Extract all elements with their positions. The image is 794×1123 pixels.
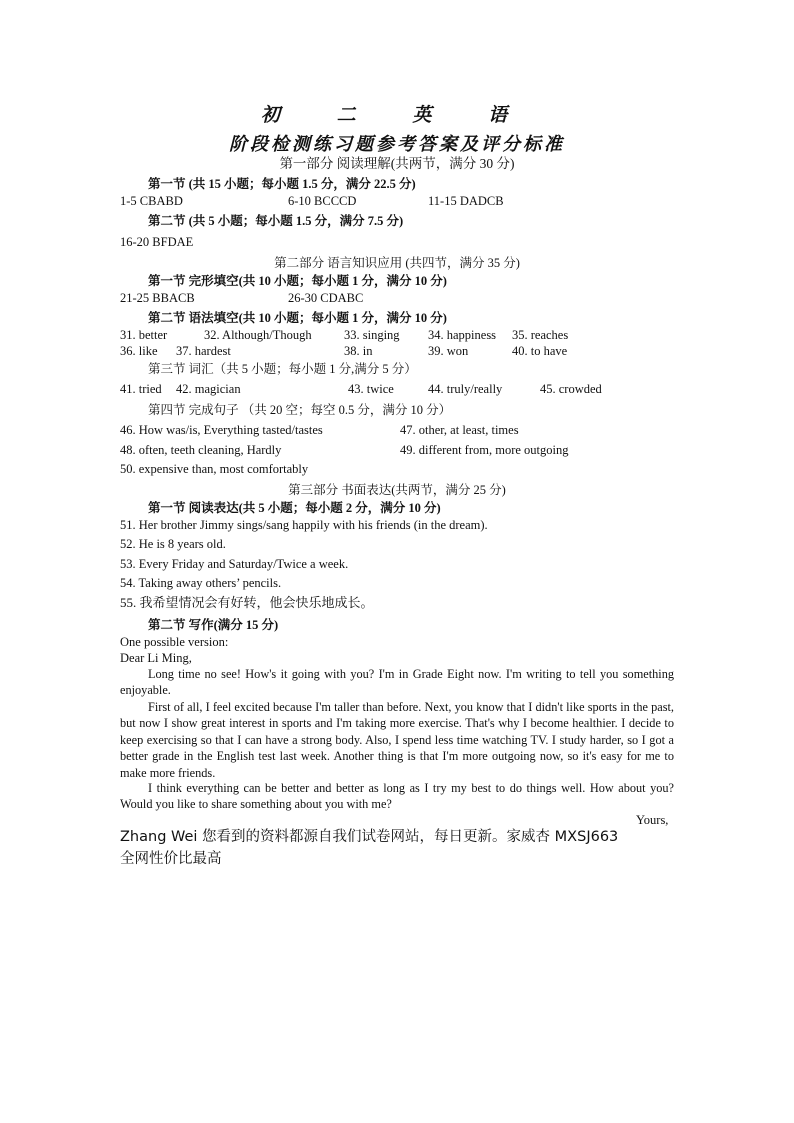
answer-group: 21-25 BBACB: [120, 291, 195, 305]
part3-header: 第三部分 书面表达(共两节，满分 25 分): [288, 483, 506, 497]
answer-group: 11-15 DADCB: [428, 194, 504, 208]
answer-item: 44. truly/really: [428, 382, 503, 396]
answer-item: 45. crowded: [540, 382, 602, 396]
answer-item: 54. Taking away others’ pencils.: [120, 576, 282, 590]
answer-item: 48. often, teeth cleaning, Hardly: [120, 443, 282, 457]
answer-group: 16-20 BFDAE: [120, 235, 194, 249]
answer-item: 34. happiness: [428, 328, 497, 342]
answer-item: 51. Her brother Jimmy sings/sang happily with his friends (in the dream).: [120, 518, 488, 532]
answer-item: 37. hardest: [176, 344, 231, 358]
document-subtitle: 阶段检测练习题参考答案及评分标准: [229, 134, 565, 154]
part3-sec1-header: 第一节 阅读表达(共 5 小题；每小题 2 分，满分 10 分): [148, 501, 441, 515]
document-title: 初 二 英 语: [260, 105, 534, 126]
part2-sec2-header: 第二节 语法填空(共 10 小题；每小题 1 分，满分 10 分): [148, 311, 447, 325]
answer-item: 38. in: [344, 344, 373, 358]
version-label: One possible version:: [120, 635, 229, 649]
letter-paragraph: Long time no see! How's it going with you? I'm in Grade Eight now. I'm writing to tell you something enjoyable.: [120, 667, 674, 698]
answer-item: 53. Every Friday and Saturday/Twice a week.: [120, 557, 349, 571]
letter-paragraph: First of all, I feel excited because I'm taller than before. Next, you know that I didn't like sports in the past, but now I show great interest in sports and I'm taking more exercise. That's why I become healthier. I decide to keep exercising so that I can have a strong body. Also, I spend less time watching TV. I study harder, so I got a better grade in the English test last week. Another thing is that I'm more outgoing now, so it's easy for me to make more friends.: [120, 700, 674, 780]
answer-item: 39. won: [428, 344, 469, 358]
answer-item: 47. other, at least, times: [400, 423, 519, 437]
answer-item: 32. Although/Though: [204, 328, 312, 342]
signature-line: Zhang Wei 您看到的资料都源自我们试卷网站，每日更新。家威杏 MXSJ663: [120, 829, 619, 845]
answer-item: 43. twice: [348, 382, 394, 396]
footer-line: 全网性价比最高: [120, 851, 222, 867]
answer-item: 49. different from, more outgoing: [400, 443, 569, 457]
part2-sec4-header: 第四节 完成句子 （共 20 空；每空 0.5 分，满分 10 分）: [148, 403, 452, 417]
answer-item: 36. like: [120, 344, 158, 358]
part1-header: 第一部分 阅读理解(共两节，满分 30 分): [279, 156, 515, 171]
answer-item: 52. He is 8 years old.: [120, 537, 226, 551]
answer-item: 46. How was/is, Everything tasted/tastes: [120, 423, 323, 437]
letter-greeting: Dear Li Ming,: [120, 651, 192, 665]
answer-group: 1-5 CBABD: [120, 194, 183, 208]
answer-group: 26-30 CDABC: [288, 291, 364, 305]
answer-item: 50. expensive than, most comfortably: [120, 462, 309, 476]
part1-sec2-header: 第二节 (共 5 小题；每小题 1.5 分，满分 7.5 分): [148, 214, 404, 228]
answer-item: 35. reaches: [512, 328, 569, 342]
answer-item: 55. 我希望情况会有好转，他会快乐地成长。: [120, 595, 374, 610]
answer-item: 42. magician: [176, 382, 241, 396]
part1-sec1-header: 第一节 (共 15 小题；每小题 1.5 分，满分 22.5 分): [148, 177, 416, 191]
answer-group: 6-10 BCCCD: [288, 194, 357, 208]
part2-header: 第二部分 语言知识应用 (共四节，满分 35 分): [274, 256, 520, 270]
part3-sec2-header: 第二节 写作(满分 15 分): [148, 618, 279, 632]
answer-item: 40. to have: [512, 344, 568, 358]
answer-item: 31. better: [120, 328, 168, 342]
letter-closing: Yours,: [636, 813, 669, 827]
part2-sec3-header: 第三节 词汇（共 5 小题；每小题 1 分,满分 5 分）: [148, 362, 417, 376]
letter-paragraph: I think everything can be better and better as long as I try my best to do things well. How about you? Would you like to share something about you with me?: [120, 781, 674, 812]
part2-sec1-header: 第一节 完形填空(共 10 小题；每小题 1 分，满分 10 分): [148, 274, 447, 288]
answer-item: 41. tried: [120, 382, 162, 396]
answer-item: 33. singing: [344, 328, 400, 342]
